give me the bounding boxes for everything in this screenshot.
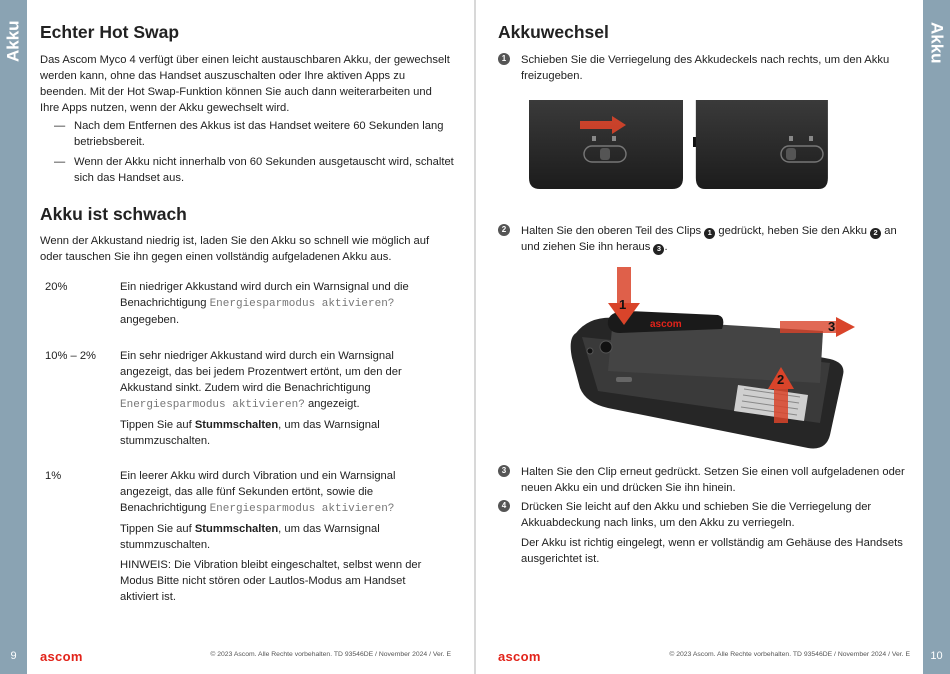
row-text: angegeben.: [120, 314, 180, 326]
step-text: Drücken Sie leicht auf den Akku und schieben Sie die Verriegelung der Akkuabdeckung nach links, um den Akku zu verriegeln.: [521, 501, 872, 529]
left-footer: [40, 648, 454, 662]
tip-text: Tippen Sie auf: [120, 419, 192, 431]
callout-2: 2: [777, 372, 785, 387]
ascom-logo: ascom: [40, 649, 83, 664]
step-text: gedrückt, heben Sie den Akku: [718, 225, 868, 237]
marker-1: 1: [704, 228, 715, 239]
dash-bullet: —: [54, 156, 66, 168]
step-text: .: [664, 241, 668, 253]
step-number: 3: [498, 465, 510, 477]
battery-level: 20%: [45, 281, 68, 293]
low-battery-heading: Akku ist schwach: [40, 204, 187, 224]
step-text: Halten Sie den Clip erneut gedrückt. Setzen Sie einen voll aufgeladenen oder neuen Akku ein und drücken Sie ihn hinein.: [521, 466, 905, 494]
right-side-bar: [923, 0, 950, 674]
right-page: [498, 0, 910, 674]
tip-text: , um das Warnsignal stummzuschalten.: [120, 419, 380, 447]
row-text: Ein niedriger Akkustand wird durch ein Warnsignal und die Benachrichtigung: [120, 281, 409, 309]
dash-bullet: —: [54, 120, 66, 132]
tip-bold: Stummschalten: [194, 419, 279, 431]
step-text: an und ziehen Sie ihn heraus: [521, 225, 897, 253]
copyright: © 2023 Ascom. Alle Rechte vorbehalten. TD 93546DE / November 2024 / Ver. E: [210, 651, 451, 658]
low-battery-intro: Wenn der Akkustand niedrig ist, laden Sie den Akku so schnell wie möglich auf oder tauschen Sie ihn gegen einen vollständig aufgeladenen Akku aus.: [40, 235, 430, 263]
phone-back-left: [529, 100, 683, 189]
note-text: HINWEIS: Die Vibration bleibt eingeschaltet, selbst wenn der Modus Bitte nicht stören oder Lautlos-Modus am Handset aktiviert ist.: [120, 559, 422, 603]
hot-swap-body: Das Ascom Myco 4 verfügt über einen leicht austauschbaren Akku, der gewechselt werden kann, ohne das Handset auszuschalten oder Ihre aktiven Apps zu beenden. Mit der Hot Swap-Funktion können Sie auch dann weiterarbeiten und Ihre Apps nutzen, wenn der Akku gewechselt wird.: [40, 54, 450, 114]
list-item: [54, 118, 454, 150]
battery-level-description: [120, 279, 430, 332]
battery-level-description: [120, 468, 430, 609]
device-brand: ascom: [650, 319, 682, 330]
page-divider: [474, 0, 476, 674]
tip-text: , um das Warnsignal stummzuschalten.: [120, 523, 380, 551]
hot-swap-list: [54, 118, 454, 190]
row-text: Ein sehr niedriger Akkustand wird durch ein Warnsignal angezeigt, das bei jedem Prozentwert ertönt, um den der Akkustand sinkt. Zudem wird die Benachrichtigung: [120, 350, 402, 394]
notification-text: Energiesparmodus aktivieren?: [209, 298, 395, 310]
battery-change-heading: Akkuwechsel: [498, 22, 609, 42]
battery-removal-illustration: [568, 263, 858, 453]
marker-2: 2: [870, 228, 881, 239]
notification-text: Energiesparmodus aktivieren?: [120, 399, 305, 411]
row-text: Ein leerer Akku wird durch Vibration und ein Warnsignal angezeigt, das alle fünf Sekunden ertönt, sowie die Benachrichtigung: [120, 470, 396, 514]
left-side-label: Akku: [3, 20, 23, 62]
step-text: Halten Sie den oberen Teil des Clips: [521, 225, 702, 237]
step-number: 4: [498, 500, 510, 512]
callout-3: 3: [828, 319, 836, 334]
step-number: 1: [498, 53, 510, 65]
notification-text: Energiesparmodus aktivieren?: [209, 503, 395, 515]
battery-level: 1%: [45, 470, 62, 482]
list-item: [54, 154, 454, 186]
right-side-label: Akku: [927, 22, 947, 64]
left-page-number: 9: [10, 650, 17, 662]
phone-back-right: [696, 100, 828, 189]
battery-level: 10% – 2%: [45, 350, 96, 362]
ascom-logo: ascom: [498, 649, 541, 664]
copyright: © 2023 Ascom. Alle Rechte vorbehalten. TD 93546DE / November 2024 / Ver. E: [669, 651, 910, 658]
step-number: 2: [498, 224, 510, 236]
list-item-text: Nach dem Entfernen des Akkus ist das Handset weitere 60 Sekunden lang betriebsbereit.: [74, 120, 444, 148]
battery-level-description: [120, 348, 430, 453]
tip-bold: Stummschalten: [194, 523, 279, 535]
step-extra-text: Der Akku ist richtig eingelegt, wenn er vollständig am Gehäuse des Handsets ausgerichtet ist.: [521, 537, 903, 565]
hot-swap-heading: Echter Hot Swap: [40, 22, 180, 42]
tip-text: Tippen Sie auf: [120, 523, 192, 535]
left-side-bar: [0, 0, 27, 674]
battery-latch-illustration: [528, 100, 828, 192]
marker-3: 3: [653, 244, 664, 255]
list-item-text: Wenn der Akku nicht innerhalb von 60 Sekunden ausgetauscht wird, schaltet sich das Handset aus.: [74, 156, 454, 184]
step-text: Schieben Sie die Verriegelung des Akkudeckels nach rechts, um den Akku freizugeben.: [521, 54, 890, 82]
callout-1: 1: [619, 297, 627, 312]
right-footer: [498, 648, 910, 662]
row-text: angezeigt.: [307, 398, 360, 410]
left-page: [40, 0, 454, 674]
right-page-number: 10: [930, 650, 943, 662]
